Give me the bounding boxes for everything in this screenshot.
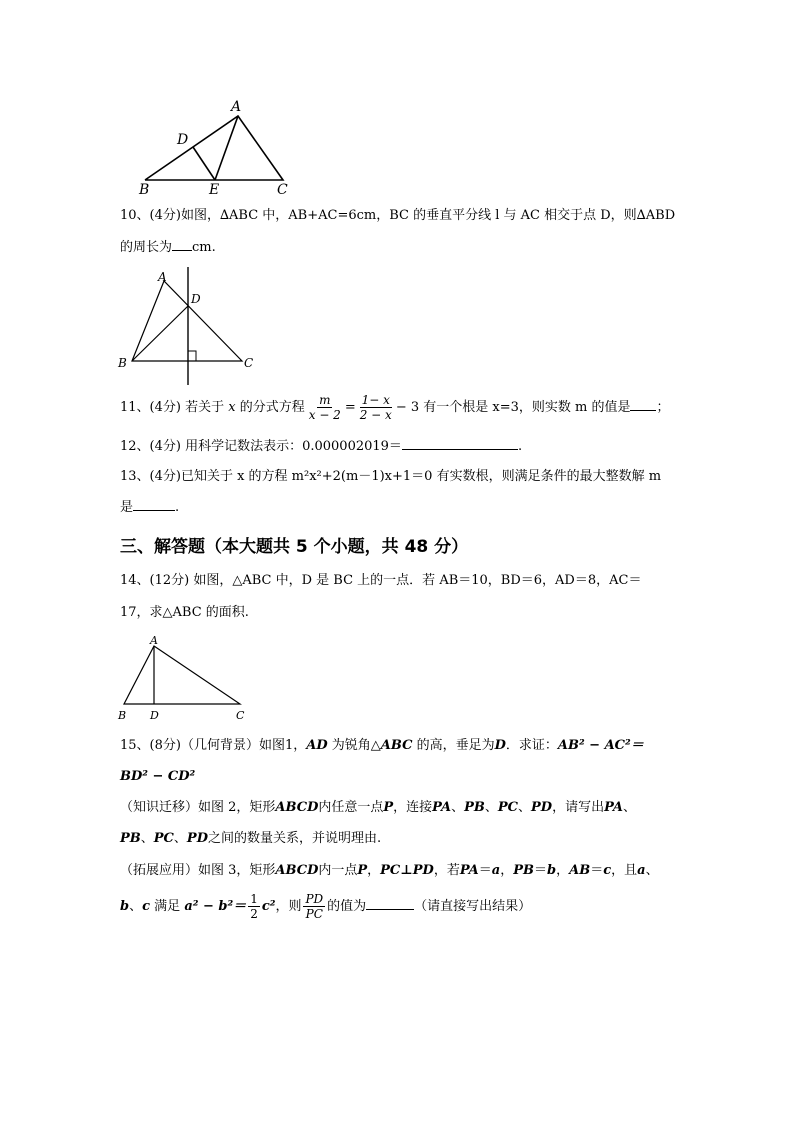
q15-l6c: c — [142, 899, 151, 914]
q12-line — [120, 437, 522, 456]
q15-l1d: ABC — [380, 738, 413, 753]
q10-text1: 10、(4分)如图，∆ABC 中，AB+AC=6cm，BC 的垂直平分线 l 与 AC 相交于点 D，则∆ABD — [120, 208, 676, 223]
q13-line2 — [120, 498, 179, 517]
label-d: D — [177, 132, 189, 148]
q10-answer-blank[interactable] — [172, 238, 192, 251]
q15-l5c: 内一点 — [318, 863, 358, 878]
q11-frac2-den: 2 − x — [359, 408, 392, 422]
q15-line2 — [120, 768, 195, 786]
q15-l6b: 、 — [129, 899, 143, 914]
q12-answer-blank[interactable] — [402, 437, 518, 450]
q15-l3d: P — [383, 800, 394, 815]
q15-l6g: ，则 — [275, 899, 302, 914]
q15-l5u: 、 — [645, 863, 659, 878]
q15-l5k: ， — [500, 863, 514, 878]
q15-l5j: a — [491, 863, 501, 878]
q15-l3j: PC — [497, 800, 518, 815]
figure-triangle-altitude — [112, 632, 252, 724]
q15-frac-half-num: 1 — [250, 892, 258, 906]
q15-l3k: 、 — [518, 800, 532, 815]
q15-l5l: PB — [513, 863, 534, 878]
q15-l4e: PD — [186, 831, 208, 846]
q12-text: 12、(4分) 用科学记数法表示：0.000002019＝ — [120, 439, 402, 454]
q15-l4f: 之间的数量关系，并说明理由. — [207, 831, 382, 846]
q15-l5q: ＝ — [590, 863, 604, 878]
q11-frac2 — [358, 393, 394, 422]
q15-l3g: 、 — [451, 800, 465, 815]
q15-frac-half — [248, 892, 260, 921]
q15-l1a: 15、(8分)（几何背景）如图1， — [120, 738, 307, 753]
q15-l5b: ABCD — [275, 863, 319, 878]
q15-l3e: ，连接 — [393, 800, 433, 815]
q13-text1: 13、(4分)已知关于 x 的方程 m²x²+2(m－1)x+1＝0 有实数根，则满足条件的最大整数解 m — [120, 469, 662, 484]
figure-perpendicular-bisector — [112, 265, 262, 387]
section-title: 三、解答题（本大题共 5 个小题，共 48 分） — [120, 537, 469, 557]
q11-prefix: 11、(4分) 若关于 — [120, 400, 225, 415]
label-e: E — [209, 182, 220, 196]
q15-line5 — [120, 862, 659, 880]
q15-l5o: ， — [556, 863, 570, 878]
q15-l6f: c² — [261, 899, 276, 914]
q13-line1 — [120, 468, 661, 486]
q11-frac2-num: 1− x — [361, 393, 390, 407]
q15-l6a: b — [120, 899, 130, 914]
q15-l5e: ， — [367, 863, 381, 878]
label-c: C — [244, 356, 254, 370]
q10-text2b: cm. — [192, 240, 216, 255]
q15-l6d: 满足 — [154, 899, 181, 914]
q15-l1e: 的高，垂足为 — [416, 738, 495, 753]
q15-l5a: （拓展应用）如图 3，矩形 — [120, 863, 276, 878]
q15-l5d: P — [357, 863, 368, 878]
label-c: C — [277, 182, 288, 196]
label-d: D — [150, 709, 159, 722]
q15-l6e: a² − b²＝ — [184, 899, 247, 914]
label-a: A — [231, 99, 242, 115]
q15-l3a: （知识迁移）如图 2，矩形 — [120, 800, 276, 815]
q13-text2b: . — [175, 500, 180, 515]
q15-l5g: ，若 — [433, 863, 460, 878]
q11-answer-blank[interactable] — [630, 398, 656, 411]
q15-l5r: c — [603, 863, 612, 878]
q15-l5p: AB — [569, 863, 591, 878]
q11-tail: − 3 有一个根是 x=3，则实数 m 的值是 — [395, 400, 631, 415]
q15-l6i: （请直接写出结果） — [414, 899, 532, 914]
q15-frac-pd-pc — [303, 892, 325, 921]
q11-end: ； — [656, 400, 670, 415]
q15-l3m: ，请写出 — [552, 800, 605, 815]
q15-l5m: ＝ — [533, 863, 547, 878]
label-a: A — [158, 270, 167, 284]
q15-l1b: AD — [306, 738, 328, 753]
label-c: C — [236, 709, 245, 722]
q15-l2: BD² − CD² — [120, 769, 196, 784]
q15-l1h: AB² − AC²＝ — [557, 738, 644, 753]
q15-l5s: ，且 — [611, 863, 638, 878]
q15-l3i: 、 — [484, 800, 498, 815]
q15-line3 — [120, 799, 636, 817]
q10-line2 — [120, 238, 216, 257]
label-b: B — [118, 709, 127, 722]
q15-l3b: ABCD — [275, 800, 319, 815]
q11-mid: 的分式方程 — [239, 400, 305, 415]
q14-text2: 17，求△ABC 的面积. — [120, 605, 249, 620]
label-b: B — [139, 182, 150, 196]
q15-l3h: PB — [464, 800, 485, 815]
figure-triangle-ade — [135, 98, 295, 196]
q15-l5n: b — [547, 863, 557, 878]
q15-l3c: 内任意一点 — [318, 800, 384, 815]
q15-l4b: 、 — [140, 831, 154, 846]
q11-eq: = — [344, 400, 356, 415]
q15-frac-pd: PD — [305, 892, 324, 906]
q11-frac1-num: m — [319, 393, 331, 407]
q11-line — [120, 391, 670, 425]
q13-answer-blank[interactable] — [133, 498, 175, 511]
q11-frac1 — [307, 393, 343, 422]
q15-frac-pc: PC — [305, 907, 323, 921]
q14-text1: 14、(12分) 如图，△ABC 中，D 是 BC 上的一点．若 AB＝10，BD＝6，AD＝8，AC＝ — [120, 573, 642, 588]
q15-l5f: PC⊥PD — [380, 863, 434, 878]
q12-end: . — [517, 439, 523, 454]
q14-line1 — [120, 572, 641, 590]
q15-l5t: a — [637, 863, 646, 878]
q15-line1 — [120, 737, 644, 755]
q15-l6h: 的值为 — [327, 899, 367, 914]
label-a: A — [150, 634, 158, 647]
q15-answer-blank[interactable] — [366, 897, 414, 910]
q15-l3f: PA — [432, 800, 452, 815]
q15-l4a: PB — [120, 831, 141, 846]
q15-l4c: PC — [153, 831, 174, 846]
q15-l1g: ．求证： — [505, 738, 558, 753]
q15-l3n: PA — [604, 800, 624, 815]
q14-line2 — [120, 604, 249, 622]
q15-l1f: D — [494, 738, 506, 753]
q10-text2a: 的周长为 — [120, 240, 173, 255]
q15-l5i: ＝ — [478, 863, 492, 878]
q11-var: x — [228, 400, 236, 415]
q15-l5h: PA — [459, 863, 479, 878]
q13-text2a: 是 — [120, 500, 134, 515]
q15-l3o: 、 — [623, 800, 637, 815]
label-b: B — [118, 356, 127, 370]
q15-line4 — [120, 830, 381, 848]
q15-line6 — [120, 888, 531, 926]
q15-frac-half-den: 2 — [250, 907, 258, 921]
label-d: D — [191, 292, 201, 306]
q15-l4d: 、 — [173, 831, 187, 846]
q15-l1c: 为锐角△ — [331, 738, 381, 753]
q15-l3l: PD — [531, 800, 553, 815]
q11-frac1-den: x − 2 — [308, 408, 341, 422]
q10-line1 — [120, 207, 675, 225]
